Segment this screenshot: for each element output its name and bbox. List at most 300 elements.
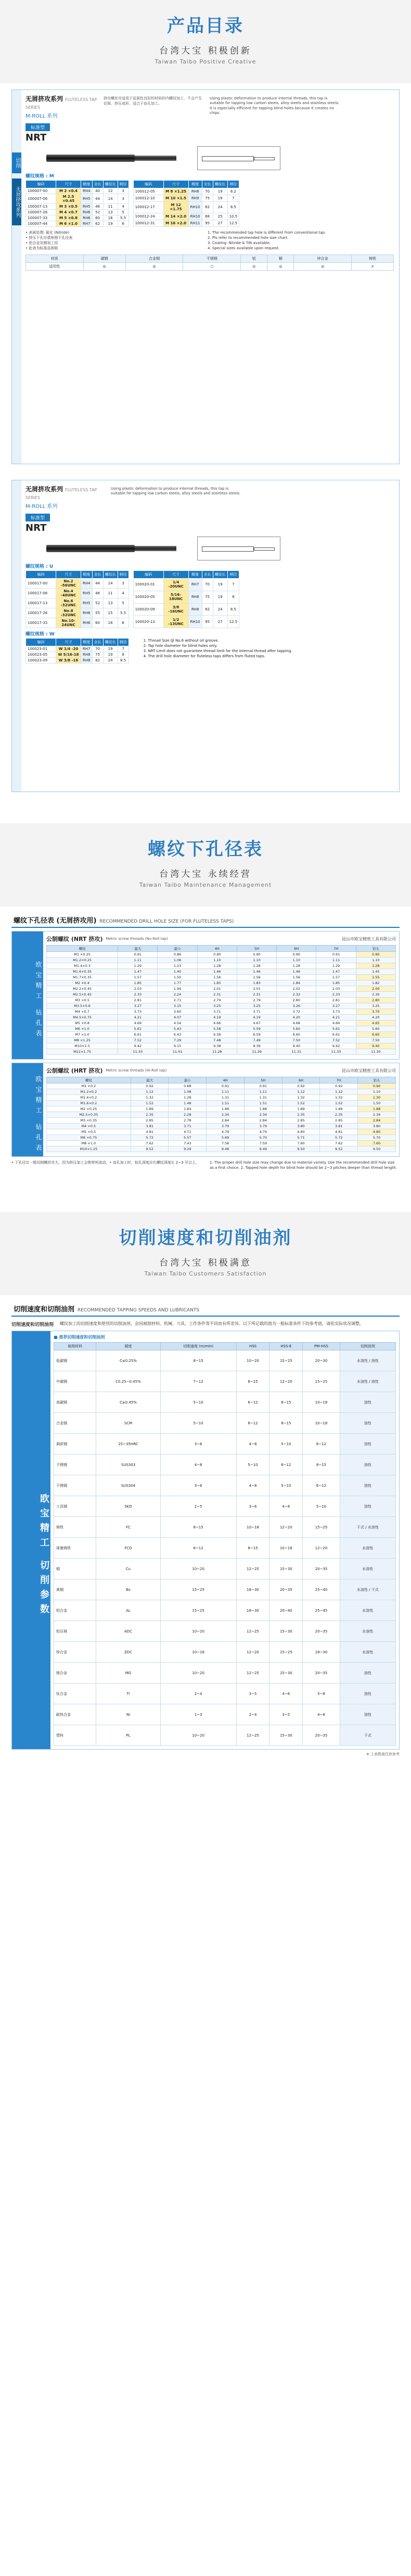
note-item: 2. Tap hole diameter for blind holes only. — [143, 644, 217, 648]
column-header: 螺纹长 — [213, 181, 227, 188]
table-cell: 0.91 — [207, 1083, 245, 1089]
side-tab-fluteless[interactable]: 无屑挤攻系列 — [12, 178, 21, 225]
table-cell: 1~3 — [160, 1704, 236, 1725]
table-cell: 24 — [213, 603, 227, 616]
table-cell: 12.5 — [227, 616, 239, 628]
table-cell: 1/2 -13UNC — [163, 616, 188, 628]
table-cell: 2.31 — [197, 992, 237, 998]
table-cell: 1.84 — [277, 980, 316, 986]
table-cell: 20~35 — [303, 1621, 340, 1642]
table-cell: 12~25 — [236, 1559, 269, 1579]
title-block — [25, 484, 104, 509]
pitch-label-u: 螺纹规格 : U — [25, 564, 54, 569]
table-cell: 19 — [103, 652, 118, 658]
column-header: 全长 — [92, 181, 103, 188]
table-row — [47, 1146, 396, 1152]
table-cell: 8~15 — [269, 1413, 303, 1434]
table-cell: 0.86 — [158, 952, 197, 958]
table-cell: 0.90 — [358, 1083, 396, 1089]
table-cell: 油性 — [340, 1704, 395, 1725]
table-cell: 95 — [202, 220, 213, 227]
table-cell: 20~35 — [303, 1663, 340, 1684]
table-cell: 2~5 — [160, 1496, 236, 1517]
table-cell: 3.71 — [169, 1124, 207, 1129]
table-cell: 3.79 — [244, 1124, 282, 1129]
table-cell: 10~18 — [303, 1413, 340, 1434]
table-cell: 0.90 — [356, 952, 395, 958]
table-cell: 100017-33 — [26, 618, 56, 628]
side-tab-cut[interactable]: 切削 — [12, 152, 21, 173]
table-cell: 19 — [103, 221, 118, 227]
table-row — [26, 579, 129, 589]
speed-caption: ■ 推荐切削速度和切削油剂 — [54, 1335, 105, 1340]
table-cell: 5.57 — [169, 1135, 207, 1141]
table-cell: RH8 — [188, 603, 202, 616]
series-sub: M-ROLL 系列 — [25, 504, 58, 509]
table-cell: 100023-01 — [26, 646, 56, 652]
table-cell: 10~18 — [160, 1642, 236, 1663]
speed-left-col: 欧宝精工 切削参数 — [12, 1331, 50, 1749]
table-cell: RH10 — [188, 213, 202, 220]
table-cell: 3.81 — [131, 1124, 169, 1129]
table-cell: RH9 — [188, 195, 202, 201]
table-cell: 10.5 — [227, 213, 239, 220]
table-cell: 100017-06 — [26, 589, 56, 598]
table-cell: 2.34 — [207, 1112, 245, 1118]
table-cell: RH5 — [81, 204, 93, 210]
desc-en: Using plastic deformation to produce internal threads, this tap is suitable for tapping low carbon steels, alloy steels and stainless steels. — [111, 487, 241, 496]
table-row — [47, 969, 396, 975]
table-cell: 100007-00 — [26, 188, 56, 194]
title-block — [25, 94, 104, 119]
table-cell: 3.80 — [358, 1124, 396, 1129]
table-cell: ADC — [96, 1621, 160, 1642]
table-cell: No.8 -32UNC — [56, 608, 81, 618]
table-cell: 25~45 — [303, 1600, 340, 1621]
table-cell: 24 — [103, 658, 118, 664]
table-cell: 1.31 — [244, 1095, 282, 1101]
table-cell: 70 — [92, 646, 103, 652]
table-cell: 6 — [118, 618, 129, 628]
table-cell: 4~8 — [236, 1434, 269, 1455]
table-cell: 4~6 — [269, 1684, 303, 1704]
table-cell: 1.84 — [169, 1106, 207, 1112]
column-header: 7H — [316, 946, 356, 952]
table-row — [54, 1579, 396, 1600]
table-cell: 铝压铸 — [54, 1621, 96, 1642]
table-cell: 1.50 — [158, 975, 197, 980]
table-row — [47, 1043, 396, 1049]
table-cell: 10~20 — [160, 1621, 236, 1642]
table-row — [26, 646, 129, 652]
speed-table — [54, 1342, 396, 1746]
table-cell: 88 — [202, 213, 213, 220]
table-cell: 水溶性 — [340, 1538, 395, 1559]
table-cell: 9.38 — [197, 1043, 237, 1049]
column-header: 5H — [244, 1077, 282, 1083]
table-cell: AL — [96, 1600, 160, 1621]
table-cell: 不锈钢 — [54, 1475, 96, 1496]
table-row — [26, 618, 129, 628]
table-cell: 2.00 — [356, 986, 395, 992]
table-cell: M1.4×0.2 — [47, 1095, 131, 1101]
table-row — [47, 975, 396, 980]
table1-en: Metric screw threads (Nu-Roll tap) — [106, 937, 168, 941]
series-title — [25, 94, 104, 110]
drill-table-2-box — [11, 1063, 400, 1157]
table-cell: 1.31 — [207, 1095, 245, 1101]
column-header: 编码 — [133, 181, 163, 188]
table-cell: 5 — [118, 598, 129, 608]
table-cell: C≥0.45% — [96, 1392, 160, 1413]
column-header: 4H — [207, 1077, 245, 1083]
column-header: 尺寸 — [163, 181, 188, 188]
table-cell: 2.80 — [356, 998, 395, 1003]
table-row — [26, 598, 129, 608]
column-header: 精度 — [81, 639, 93, 646]
tool-illustration — [25, 537, 394, 560]
table-cell: M4 ×0.7 — [47, 1009, 118, 1015]
table-row — [54, 1621, 396, 1642]
table-cell: C≤0.25% — [96, 1350, 160, 1371]
table-cell: 2.84 — [358, 1118, 396, 1124]
table-cell: 9.42 — [316, 1043, 356, 1049]
table-cell: 5.5 — [118, 608, 129, 618]
column-header: 螺纹长 — [103, 571, 118, 579]
column-header: 被削材料 — [54, 1343, 96, 1350]
card-head — [25, 94, 394, 119]
table-cell: 10~20 — [160, 1725, 236, 1746]
table-cell: 46 — [92, 589, 103, 598]
table-row — [54, 1392, 396, 1413]
table-cell: 1.12 — [131, 1089, 169, 1095]
table-cell: 3.15 — [158, 1003, 197, 1009]
table-cell: 5.60 — [277, 1026, 316, 1032]
table-cell: 11.01 — [158, 1049, 197, 1055]
table-cell: No.6 -32UNC — [56, 598, 81, 608]
table-cell: 4~8 — [160, 1455, 236, 1475]
table-cell: 5.72 — [320, 1135, 358, 1141]
spec-tables-u — [25, 570, 394, 628]
table-cell: 3.71 — [237, 1009, 276, 1015]
table-cell: 1.52 — [282, 1101, 320, 1106]
table-cell: 3.70 — [356, 1009, 395, 1015]
table-cell: 40 — [92, 188, 103, 194]
column-header: 编码 — [26, 571, 56, 579]
table-cell: 60 — [92, 618, 103, 628]
table-cell: 100007-26 — [26, 210, 56, 215]
table-cell: 8~15 — [160, 1517, 236, 1538]
table-cell: 10~18 — [303, 1392, 340, 1413]
table-cell: 5.5 — [118, 215, 129, 221]
table-cell: 1.45 — [356, 969, 395, 975]
table-cell: M 10 ×1.5 — [163, 195, 188, 201]
table-cell: M5 ×0.5 — [47, 1129, 131, 1135]
table-cell: 100020-13 — [133, 616, 163, 628]
table-row — [26, 215, 129, 221]
table-cell: 7.62 — [320, 1141, 358, 1146]
table-cell: 2.34 — [244, 1112, 282, 1118]
table-cell: 1.28 — [197, 963, 237, 969]
table-cell: 100020-01 — [133, 579, 163, 591]
table-cell: 25~40 — [303, 1579, 340, 1600]
table-cell: M1.6×0.35 — [47, 969, 118, 975]
series-en: FLUTELESS TAP SERIES — [25, 97, 97, 110]
column-header: 尺寸 — [56, 181, 81, 188]
table-cell: 水溶性 / 油性 — [340, 1371, 395, 1392]
column-header: 碳钢 — [83, 254, 125, 262]
table-cell: 20~30 — [303, 1350, 340, 1371]
table-cell: 1.48 — [169, 1101, 207, 1106]
table-row — [26, 210, 129, 215]
table-cell: 12~20 — [269, 1371, 303, 1392]
table-cell: 油性 — [340, 1663, 395, 1684]
table-cell: 4.71 — [169, 1129, 207, 1135]
series-cn: 无屑挤攻系列 — [25, 486, 63, 493]
table-cell: ◎ — [125, 262, 183, 270]
table-cell: 7.58 — [207, 1141, 245, 1146]
table-cell: 9.40 — [356, 1043, 395, 1049]
table-cell: 15~25 — [160, 1579, 236, 1600]
table-cell: 6~12 — [236, 1392, 269, 1413]
table-cell: 1.52 — [131, 1101, 169, 1106]
table-cell: 10~18 — [269, 1538, 303, 1559]
table-cell: 8~15 — [303, 1455, 340, 1475]
note-item: 1. The recommended tap hole is different from conventional tap. — [208, 231, 326, 235]
table-cell: 10~18 — [236, 1517, 269, 1538]
table-cell: 1.10 — [237, 958, 276, 963]
table-cell: 70 — [202, 579, 213, 591]
table-cell: RH8 — [81, 658, 93, 664]
table-cell: 铝合金 — [54, 1600, 96, 1621]
drill-tagline: Taiwan Taibo Maintenance Management — [139, 882, 272, 888]
column-header: 全长 — [92, 571, 103, 579]
table-cell: 2.35 — [282, 1112, 320, 1118]
table-cell: 8~15 — [236, 1538, 269, 1559]
table-cell: No.10-24UNC — [56, 618, 81, 628]
table-cell: M4.5×0.75 — [47, 1015, 118, 1021]
table-cell: 3 — [118, 188, 129, 194]
table-cell: 100017-00 — [26, 579, 56, 589]
table-cell: 1.28 — [277, 963, 316, 969]
table-cell: 16 — [103, 215, 118, 221]
column-header: 柄径 — [227, 181, 239, 188]
table-cell: 1.30 — [358, 1095, 396, 1101]
table-cell: 2.85 — [131, 1118, 169, 1124]
table-cell: 5~10 — [269, 1475, 303, 1496]
table-cell: 1.83 — [197, 980, 237, 986]
table-cell: 5.58 — [197, 1026, 237, 1032]
table-cell: M2.2×0.45 — [47, 986, 118, 992]
column-header: 切削油剂 — [340, 1343, 395, 1350]
drill-subtitle: 台湾大宝 永续经营 — [159, 869, 252, 879]
table-cell: 4.20 — [356, 1015, 395, 1021]
table-cell: 1.11 — [207, 1089, 245, 1095]
table-cell: 1.11 — [118, 958, 158, 963]
spec-table-left — [25, 180, 129, 227]
table-cell: 7~12 — [160, 1371, 236, 1392]
table-cell: RH6 — [81, 210, 93, 215]
column-header: 尺寸 — [56, 571, 81, 579]
table-cell: 13 — [103, 210, 118, 215]
table-cell: 25~35HRC — [96, 1434, 160, 1455]
table-row — [47, 1101, 396, 1106]
table-cell: 9.15 — [158, 1043, 197, 1049]
drill-title: 螺纹下孔径表 — [148, 839, 263, 860]
table-row — [47, 1135, 396, 1141]
table-cell: 2.30 — [356, 992, 395, 998]
table-cell: 1.52 — [320, 1101, 358, 1106]
table-cell: 水溶性 / 干式 — [340, 1579, 395, 1600]
table-row — [54, 1496, 396, 1517]
table-cell: 75 — [202, 591, 213, 603]
table-cell: 2.01 — [197, 986, 237, 992]
table-cell: 16 — [103, 618, 118, 628]
table-cell: M4 ×0.5 — [47, 1124, 131, 1129]
column-header: 精度 — [188, 181, 202, 188]
table-cell: 5~10 — [236, 1455, 269, 1475]
table-cell: 11 — [103, 589, 118, 598]
table-row — [54, 1517, 396, 1538]
column-header: 硬度 — [96, 1343, 160, 1350]
table-cell: 5~10 — [269, 1434, 303, 1455]
table-cell: 6~12 — [303, 1475, 340, 1496]
table-cell: 100023-05 — [26, 652, 56, 658]
speed-table-box — [11, 1331, 400, 1750]
table-cell: 0.90 — [197, 952, 237, 958]
table-cell: 1.11 — [244, 1089, 282, 1095]
tap-dimension-diagram — [197, 537, 280, 560]
table-cell: 100020-05 — [133, 591, 163, 603]
table-cell: 1.29 — [316, 963, 356, 969]
table-cell: 2.81 — [316, 998, 356, 1003]
table-cell: 6.58 — [197, 1032, 237, 1038]
table-cell: 82 — [202, 603, 213, 616]
note-item: • 铝合金及铜加工用 — [25, 241, 58, 246]
table-cell: 1.94 — [158, 986, 197, 992]
table-cell: 9.50 — [282, 1146, 320, 1152]
table1-head — [46, 935, 396, 943]
table-cell: 5.61 — [118, 1026, 158, 1032]
drill-header-cn: 螺纹下孔径表 (无屑挤攻用) — [14, 917, 97, 925]
table-row — [133, 188, 239, 195]
table-cell: 100012-31 — [133, 220, 163, 227]
model-code: NRT — [25, 522, 47, 533]
table-cell: 4.69 — [118, 1021, 158, 1026]
table-cell: 4~8 — [236, 1475, 269, 1496]
drill-banner — [0, 823, 411, 907]
table-cell: 8.5 — [227, 201, 239, 213]
table-cell: 27 — [213, 220, 227, 227]
table-row — [54, 1704, 396, 1725]
table-cell: 7.59 — [244, 1141, 282, 1146]
spec-tables — [25, 180, 394, 227]
table-cell: FCD — [96, 1538, 160, 1559]
table-cell: 7.50 — [277, 1038, 316, 1043]
table2-en: Metric screw threads (Hi-Roll tap) — [106, 1068, 167, 1073]
table-cell: 4.66 — [197, 1021, 237, 1026]
table-cell: M 2.5 ×0.45 — [56, 194, 81, 204]
table-cell: 干式 — [340, 1725, 395, 1746]
table-row — [26, 188, 129, 194]
table-cell: Ti — [96, 1684, 160, 1704]
table-cell: SUS303 — [96, 1455, 160, 1475]
catalog-title: 产品目录 — [167, 16, 244, 36]
table-cell: 15~30 — [269, 1663, 303, 1684]
model-code: NRT — [25, 132, 47, 143]
table-cell: 11.29 — [237, 1049, 276, 1055]
table-cell: 5~8 — [303, 1684, 340, 1704]
table-cell: 1.12 — [282, 1089, 320, 1095]
table-cell: 2.84 — [244, 1118, 282, 1124]
drill-table-1-box — [11, 931, 400, 1060]
table-cell: 5.69 — [207, 1135, 245, 1141]
table-cell: M 12 ×1.75 — [163, 201, 188, 213]
table-cell: 1.32 — [131, 1095, 169, 1101]
speed-header-en: RECOMMENDED TAPPING SPEEDS AND LUBRICANTS — [78, 1308, 200, 1313]
table-cell: 15~25 — [160, 1600, 236, 1621]
table-cell: 46 — [92, 204, 103, 210]
nrt-m-card — [11, 90, 400, 464]
table-cell: 12.5 — [227, 220, 239, 227]
table-cell: 2.81 — [118, 998, 158, 1003]
table-cell: 6.59 — [237, 1032, 276, 1038]
series-sub: M-ROLL 系列 — [25, 113, 58, 119]
table-cell: 1.23 — [158, 963, 197, 969]
table-cell: 8~15 — [269, 1392, 303, 1413]
table-cell: ◎ — [294, 262, 352, 270]
speed-title: 切削速度和切削油剂 — [119, 1228, 292, 1249]
column-header: HSS — [236, 1343, 269, 1350]
table-cell: 3.79 — [207, 1124, 245, 1129]
table-cell: ◎ — [267, 262, 294, 270]
tap-image — [46, 545, 135, 552]
table-row — [54, 1371, 396, 1392]
table-cell: 100012-05 — [133, 188, 163, 195]
table-row — [47, 1009, 396, 1015]
table-cell: 100007-06 — [26, 194, 56, 204]
table-cell: 5.70 — [244, 1135, 282, 1141]
table-cell: 5.61 — [316, 1026, 356, 1032]
drill-left-col-2: 欧宝精工 钻孔表 — [12, 1063, 43, 1156]
column-header: 材质 — [26, 254, 84, 262]
table-cell: 低碳钢 — [54, 1350, 96, 1371]
table-cell: M8 ×1.25 — [47, 1038, 118, 1043]
notes-en — [144, 638, 300, 664]
table-cell: 1.10 — [356, 958, 395, 963]
table-cell: 19 — [213, 195, 227, 201]
model-label: 标准型 — [25, 123, 50, 131]
column-header: PM-HSS — [303, 1343, 340, 1350]
table-cell: 1.28 — [169, 1095, 207, 1101]
table-cell: 水溶性 — [340, 1600, 395, 1621]
pitch-label-w: 螺纹规格 : W — [25, 632, 55, 637]
table-cell: 15~25 — [269, 1350, 303, 1371]
column-header: 7H — [320, 1077, 358, 1083]
table-cell: 8.5 — [227, 603, 239, 616]
table-cell: 19 — [213, 591, 227, 603]
note-item: 3. NRT Limit does not guarantee thread limit for the internal thread after tapping. — [143, 649, 292, 654]
table-cell: 中碳钢 — [54, 1371, 96, 1392]
table-cell: 3~6 — [160, 1475, 236, 1496]
table-cell: 锌合金 — [54, 1642, 96, 1663]
table-cell: 8 — [227, 591, 239, 603]
speed-intro-label: 切削速度和切削油剂 — [11, 1322, 54, 1328]
table-cell: 7.62 — [131, 1141, 169, 1146]
table1-title: 公制螺纹 (NRT 挤攻) — [46, 936, 103, 942]
table-cell: 1.56 — [237, 975, 276, 980]
column-header: 全长 — [202, 181, 213, 188]
